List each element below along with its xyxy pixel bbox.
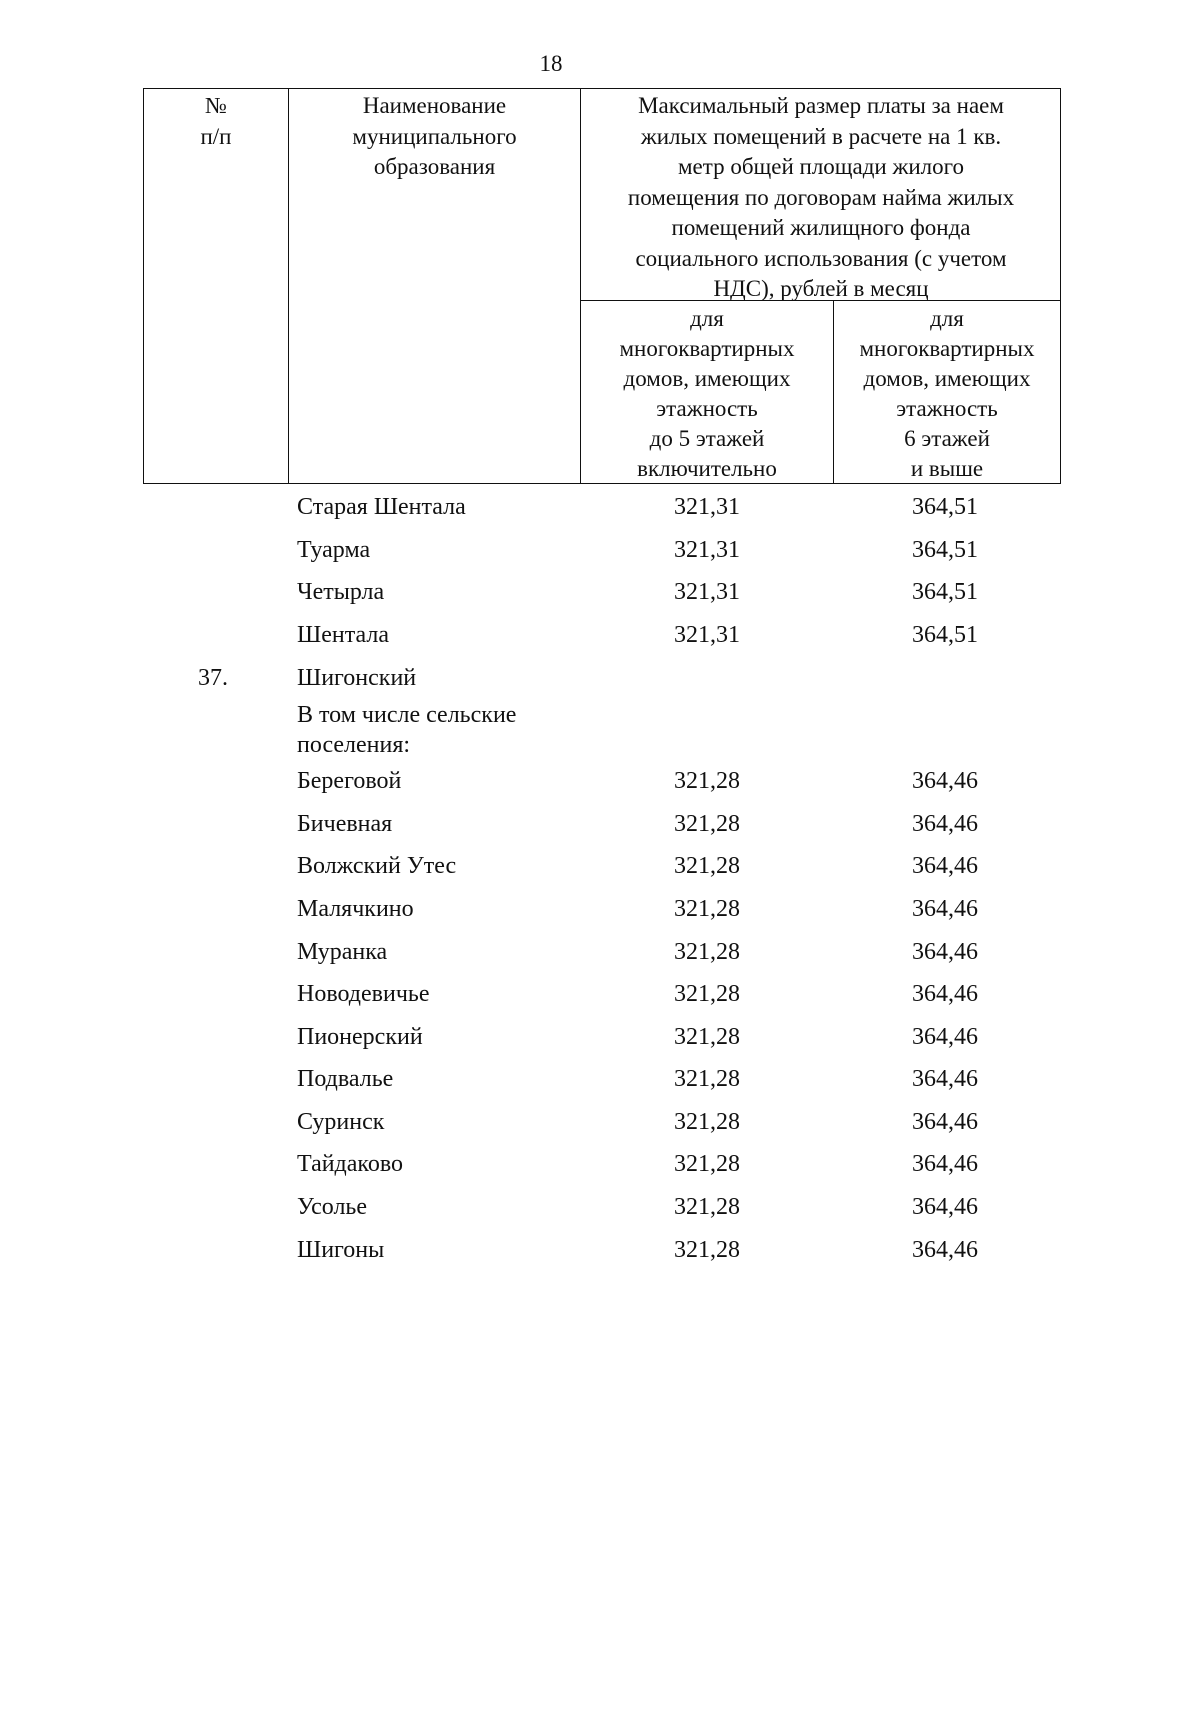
- fee-up-to-5-floors: 321,28: [674, 1024, 740, 1050]
- header-up-to-5-floors: для многоквартирных домов, имеющих этажность до 5 этажей включительно: [619, 306, 795, 481]
- fee-6-floors-and-above: 364,46: [912, 1109, 978, 1135]
- municipality-name: Шигонский: [297, 665, 417, 691]
- fee-up-to-5-floors: 321,28: [674, 981, 740, 1007]
- fee-up-to-5-floors: 321,28: [674, 939, 740, 965]
- fee-6-floors-and-above: 364,46: [912, 896, 978, 922]
- municipality-name: Пионерский: [297, 1024, 423, 1050]
- fee-up-to-5-floors: 321,28: [674, 853, 740, 879]
- fee-6-floors-and-above: 364,46: [912, 768, 978, 794]
- fee-up-to-5-floors: 321,28: [674, 1194, 740, 1220]
- fee-up-to-5-floors: 321,31: [674, 622, 740, 648]
- table-header: [143, 88, 1061, 484]
- municipality-name: Волжский Утес: [297, 853, 457, 879]
- fee-6-floors-and-above: 364,46: [912, 811, 978, 837]
- header-6-floors-and-above: для многоквартирных домов, имеющих этажность 6 этажей и выше: [859, 306, 1035, 481]
- fee-up-to-5-floors: 321,31: [674, 494, 740, 520]
- fee-up-to-5-floors: 321,28: [674, 1151, 740, 1177]
- header-municipality: Наименование муниципального образования: [352, 93, 517, 179]
- fee-up-to-5-floors: 321,28: [674, 896, 740, 922]
- header-number: № п/п: [200, 93, 232, 149]
- fee-6-floors-and-above: 364,46: [912, 1024, 978, 1050]
- municipality-name: Четырла: [297, 579, 385, 605]
- municipality-name: Усолье: [297, 1194, 368, 1220]
- fee-6-floors-and-above: 364,46: [912, 1237, 978, 1263]
- municipality-name: Новодевичье: [297, 981, 430, 1007]
- fee-up-to-5-floors: 321,31: [674, 537, 740, 563]
- municipality-name: Тайдаково: [297, 1151, 404, 1177]
- municipality-name: Шигоны: [297, 1237, 385, 1263]
- municipality-name: Подвалье: [297, 1066, 394, 1092]
- fee-6-floors-and-above: 364,51: [912, 579, 978, 605]
- municipality-name: В том числе сельские поселения:: [297, 702, 517, 758]
- fee-up-to-5-floors: 321,28: [674, 811, 740, 837]
- municipality-name: Старая Шентала: [297, 494, 466, 520]
- header-max-fee: Максимальный размер платы за наем жилых помещений в расчете на 1 кв. метр общей площади жилого помещения по договорам найма жилых помещений жилищного фонда социального использования (с учетом НДС), рублей в месяц: [627, 93, 1015, 301]
- municipality-name: Береговой: [297, 768, 402, 794]
- fee-up-to-5-floors: 321,28: [674, 1237, 740, 1263]
- fee-up-to-5-floors: 321,28: [674, 768, 740, 794]
- fee-up-to-5-floors: 321,28: [674, 1109, 740, 1135]
- fee-6-floors-and-above: 364,46: [912, 1151, 978, 1177]
- row-number: 37.: [198, 665, 228, 691]
- fee-6-floors-and-above: 364,46: [912, 981, 978, 1007]
- municipality-name: Шентала: [297, 622, 389, 648]
- municipality-name: Туарма: [297, 537, 371, 563]
- fee-up-to-5-floors: 321,28: [674, 1066, 740, 1092]
- municipality-name: Малячкино: [297, 896, 414, 922]
- fee-6-floors-and-above: 364,51: [912, 622, 978, 648]
- fee-6-floors-and-above: 364,46: [912, 1194, 978, 1220]
- fee-6-floors-and-above: 364,46: [912, 853, 978, 879]
- fee-6-floors-and-above: 364,51: [912, 537, 978, 563]
- page-number: 18: [539, 51, 563, 76]
- municipality-name: Бичевная: [297, 811, 393, 837]
- fee-6-floors-and-above: 364,46: [912, 939, 978, 965]
- fee-6-floors-and-above: 364,51: [912, 494, 978, 520]
- municipality-name: Муранка: [297, 939, 388, 965]
- fee-up-to-5-floors: 321,31: [674, 579, 740, 605]
- municipality-name: Суринск: [297, 1109, 385, 1135]
- fee-6-floors-and-above: 364,46: [912, 1066, 978, 1092]
